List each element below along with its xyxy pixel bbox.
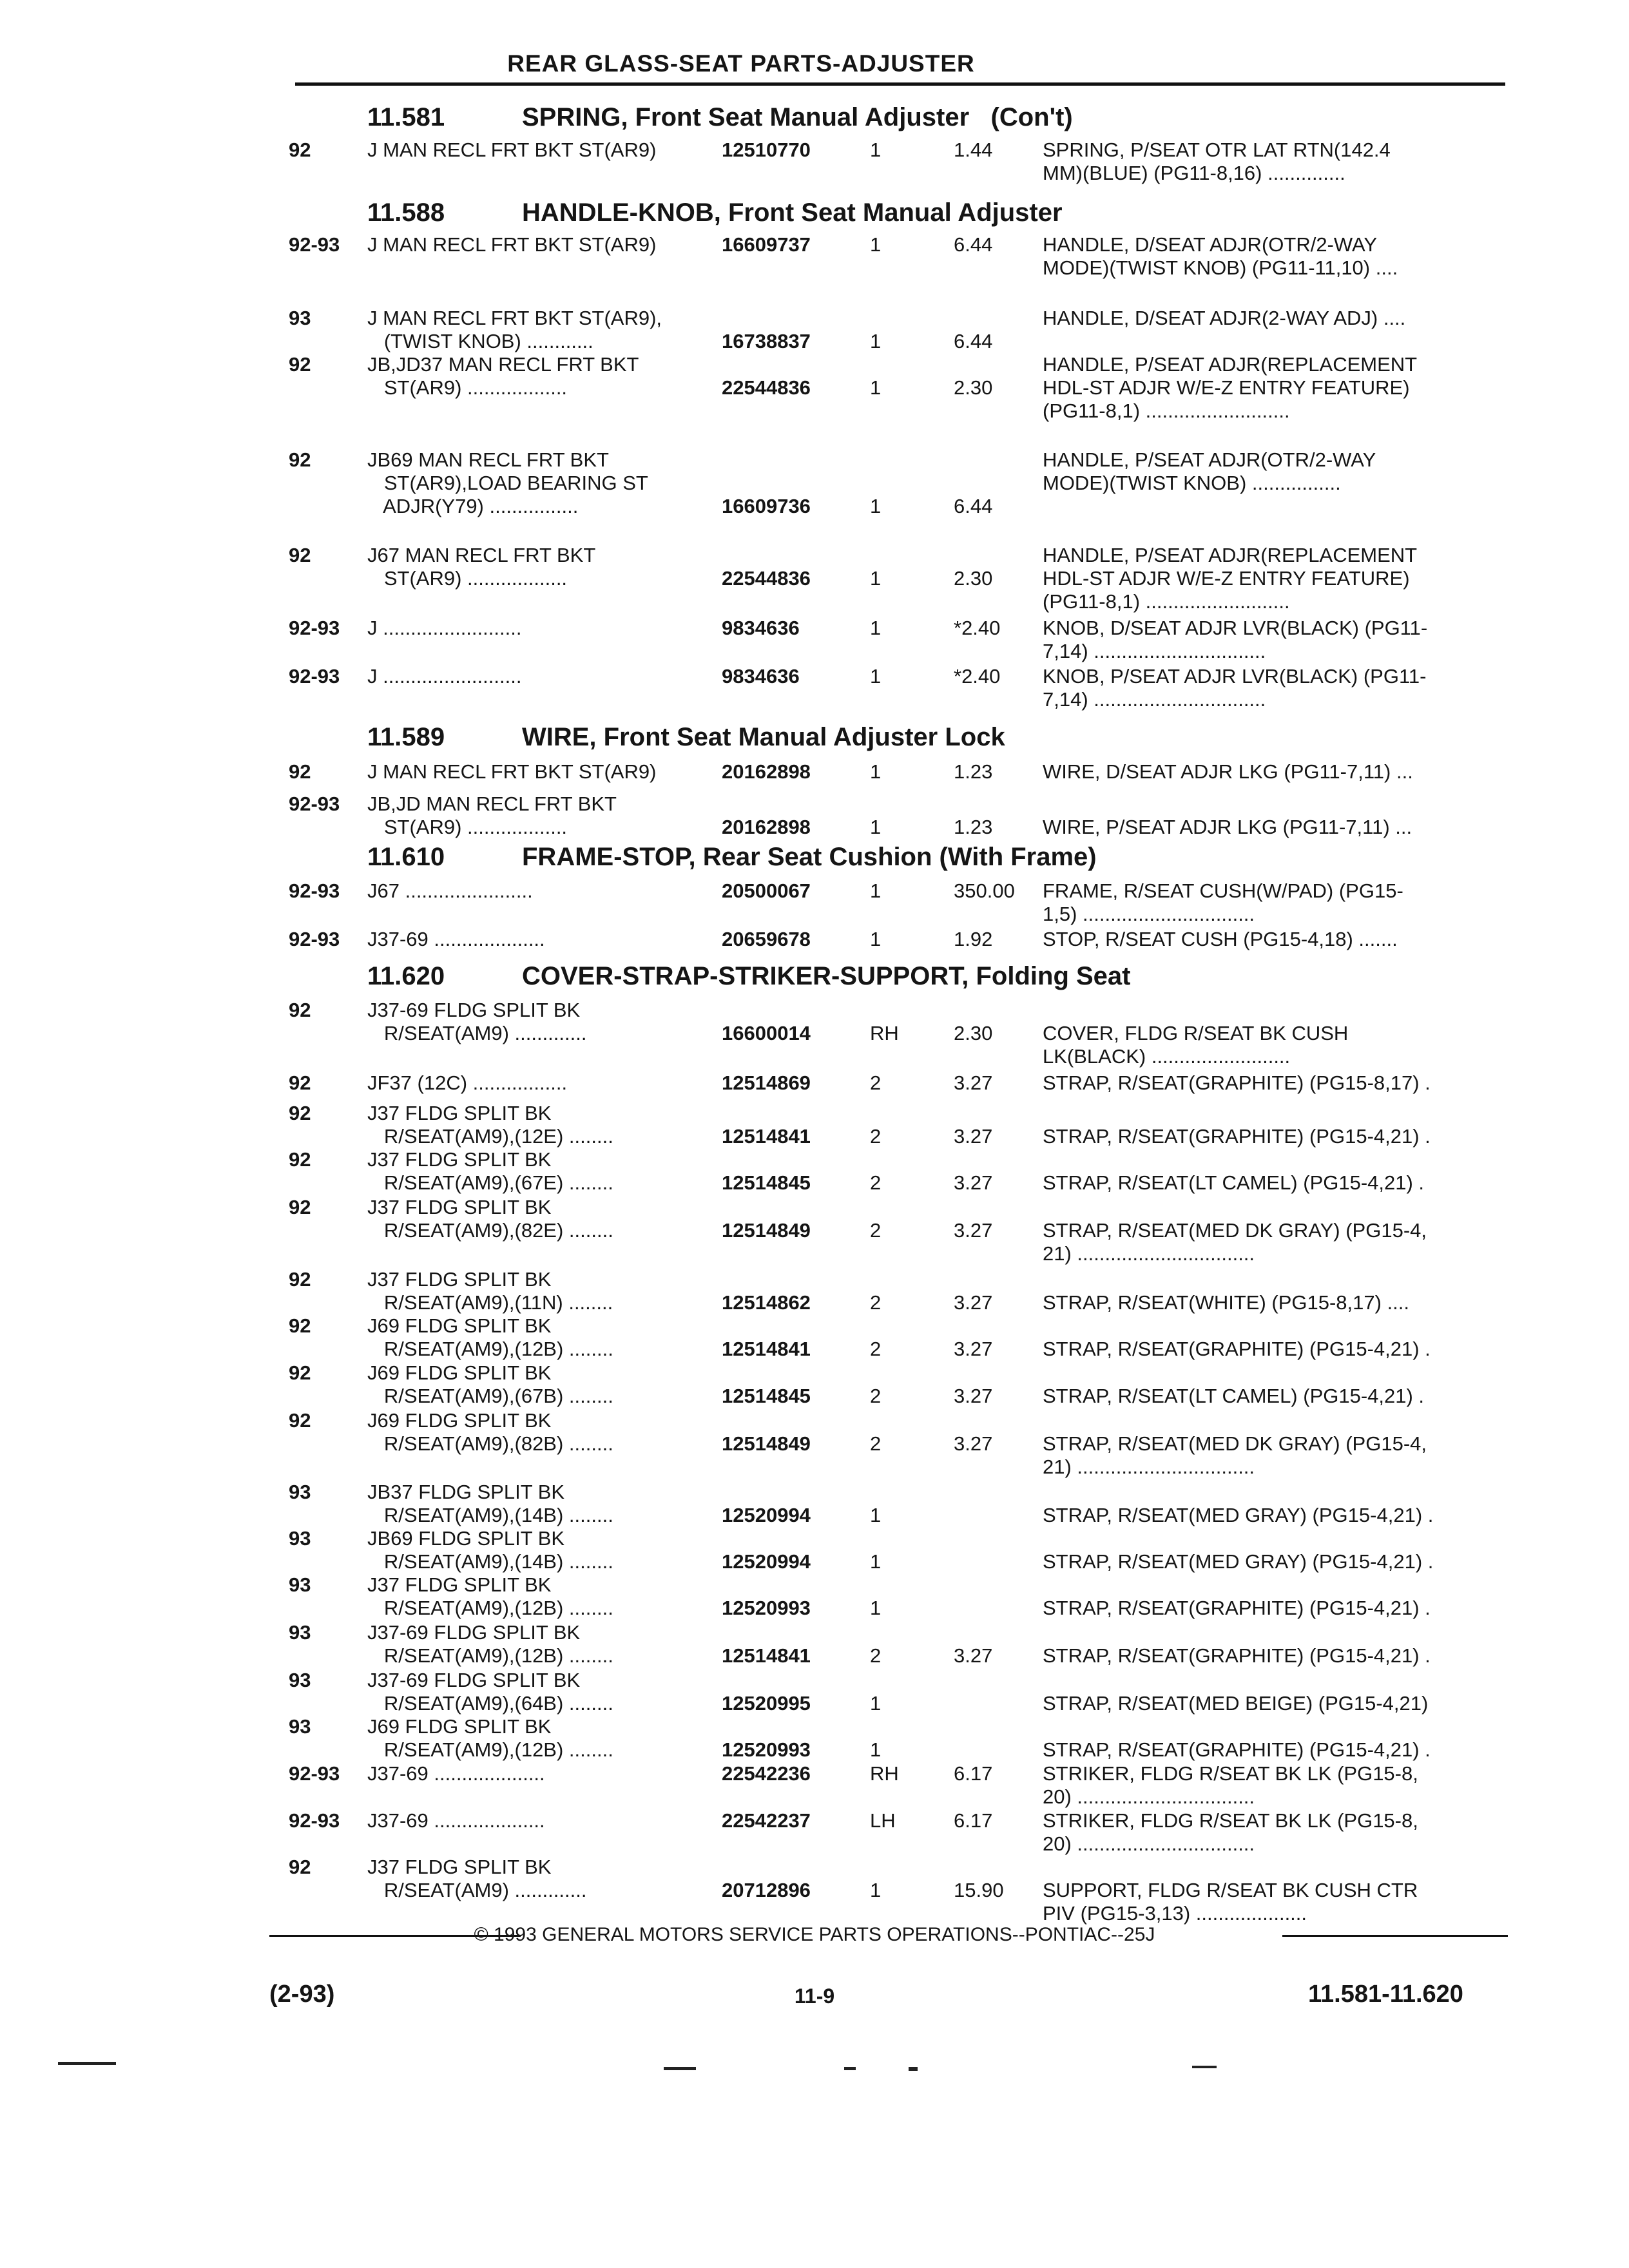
row-quantity: 2 [870, 1338, 882, 1360]
row-model: R/SEAT(AM9),(12B) ........ [367, 1338, 613, 1360]
row-model: J37 FLDG SPLIT BK [367, 1196, 552, 1218]
row-part-number: 12514841 [722, 1644, 811, 1667]
row-quantity: 1 [870, 495, 882, 517]
row-description: 20) ................................ [1043, 1832, 1255, 1855]
row-part-number: 20162898 [722, 816, 811, 838]
row-model: JF37 (12C) ................. [367, 1072, 568, 1094]
row-model: J37 FLDG SPLIT BK [367, 1102, 552, 1124]
row-model: J67 ....................... [367, 879, 533, 902]
row-description: HANDLE, P/SEAT ADJR(REPLACEMENT [1043, 544, 1418, 566]
row-part-number: 12514841 [722, 1125, 811, 1148]
row-part-number: 16600014 [722, 1022, 811, 1044]
row-part-number: 20500067 [722, 879, 811, 902]
scan-mark [58, 2062, 116, 2065]
row-model: R/SEAT(AM9),(64B) ........ [367, 1692, 613, 1715]
row-model: ADJR(Y79) ................ [367, 495, 579, 517]
row-description: STRAP, R/SEAT(GRAPHITE) (PG15-8,17) . [1043, 1072, 1431, 1094]
row-description: COVER, FLDG R/SEAT BK CUSH [1043, 1022, 1349, 1044]
row-quantity: 2 [870, 1219, 882, 1242]
row-description: STRAP, R/SEAT(GRAPHITE) (PG15-4,21) . [1043, 1644, 1431, 1667]
row-part-number: 12514862 [722, 1291, 811, 1314]
row-model: J69 FLDG SPLIT BK [367, 1409, 552, 1432]
row-year: 93 [289, 1527, 311, 1550]
row-model: ST(AR9) .................. [367, 567, 568, 590]
row-quantity: 1 [870, 1504, 882, 1526]
row-description: 21) ................................ [1043, 1456, 1255, 1478]
row-year: 92-93 [289, 928, 340, 950]
row-model: J67 MAN RECL FRT BKT [367, 544, 596, 566]
row-quantity: 1 [870, 233, 882, 256]
row-part-number: 20712896 [722, 1879, 811, 1901]
row-price: 1.92 [954, 928, 993, 950]
row-model: J37-69 FLDG SPLIT BK [367, 1621, 581, 1644]
row-part-number: 22544836 [722, 376, 811, 399]
row-part-number: 12510770 [722, 139, 811, 161]
row-description: HANDLE, D/SEAT ADJR(OTR/2-WAY [1043, 233, 1378, 256]
row-model: J37 FLDG SPLIT BK [367, 1573, 552, 1596]
row-year: 92 [289, 1148, 311, 1171]
row-description: STRAP, R/SEAT(GRAPHITE) (PG15-4,21) . [1043, 1738, 1431, 1761]
row-model: J MAN RECL FRT BKT ST(AR9) [367, 233, 657, 256]
row-price: 1.23 [954, 816, 993, 838]
row-price: 350.00 [954, 879, 1015, 902]
row-price: 6.44 [954, 495, 993, 517]
row-description: HDL-ST ADJR W/E-Z ENTRY FEATURE) [1043, 567, 1410, 590]
row-year: 92 [289, 1196, 311, 1218]
row-model: JB69 MAN RECL FRT BKT [367, 448, 609, 471]
row-model: J ......................... [367, 617, 522, 639]
row-description: SUPPORT, FLDG R/SEAT BK CUSH CTR [1043, 1879, 1418, 1901]
row-model: JB69 FLDG SPLIT BK [367, 1527, 565, 1550]
row-price: 15.90 [954, 1879, 1004, 1901]
row-year: 93 [289, 1669, 311, 1691]
row-description: PIV (PG15-3,13) .................... [1043, 1902, 1307, 1925]
row-quantity: RH [870, 1022, 899, 1044]
row-year: 92-93 [289, 1809, 340, 1832]
row-part-number: 22542237 [722, 1809, 811, 1832]
section-title: COVER-STRAP-STRIKER-SUPPORT, Folding Seat [522, 962, 1131, 990]
row-description: STRAP, R/SEAT(MED GRAY) (PG15-4,21) . [1043, 1504, 1434, 1526]
row-year: 93 [289, 1715, 311, 1738]
row-part-number: 12514869 [722, 1072, 811, 1094]
row-year: 92 [289, 353, 311, 376]
row-model: ST(AR9),LOAD BEARING ST [367, 472, 648, 494]
row-quantity: 1 [870, 1550, 882, 1573]
row-part-number: 12514849 [722, 1432, 811, 1455]
section-heading [367, 962, 1131, 991]
row-model: J37 FLDG SPLIT BK [367, 1856, 552, 1878]
row-description: MODE)(TWIST KNOB) ................ [1043, 472, 1341, 494]
row-model: R/SEAT(AM9),(82B) ........ [367, 1432, 613, 1455]
row-quantity: 1 [870, 376, 882, 399]
row-quantity: 2 [870, 1072, 882, 1094]
row-model: J37 FLDG SPLIT BK [367, 1268, 552, 1291]
row-description: STRAP, R/SEAT(LT CAMEL) (PG15-4,21) . [1043, 1385, 1425, 1407]
row-description: STRAP, R/SEAT(LT CAMEL) (PG15-4,21) . [1043, 1171, 1425, 1194]
row-price: 3.27 [954, 1432, 993, 1455]
row-description: (PG11-8,1) .......................... [1043, 590, 1290, 613]
row-year: 92 [289, 544, 311, 566]
row-description: STRIKER, FLDG R/SEAT BK LK (PG15-8, [1043, 1762, 1418, 1785]
row-part-number: 12514849 [722, 1219, 811, 1242]
section-number: 11.589 [367, 723, 445, 751]
row-model: R/SEAT(AM9),(11N) ........ [367, 1291, 613, 1314]
row-model: ST(AR9) .................. [367, 376, 568, 399]
row-part-number: 22544836 [722, 567, 811, 590]
row-quantity: 1 [870, 665, 882, 687]
row-price: 3.27 [954, 1125, 993, 1148]
row-model: R/SEAT(AM9),(12E) ........ [367, 1125, 613, 1148]
row-part-number: 12520994 [722, 1504, 811, 1526]
row-description: KNOB, P/SEAT ADJR LVR(BLACK) (PG11- [1043, 665, 1427, 687]
row-description: STRAP, R/SEAT(MED GRAY) (PG15-4,21) . [1043, 1550, 1434, 1573]
row-year: 92 [289, 760, 311, 783]
row-description: STOP, R/SEAT CUSH (PG15-4,18) ....... [1043, 928, 1398, 950]
row-price: 3.27 [954, 1291, 993, 1314]
row-price: 6.17 [954, 1762, 993, 1785]
row-model: J69 FLDG SPLIT BK [367, 1361, 552, 1384]
row-model: R/SEAT(AM9) ............. [367, 1022, 587, 1044]
row-quantity: 1 [870, 1738, 882, 1761]
row-description: (PG11-8,1) .......................... [1043, 399, 1290, 422]
row-model: J MAN RECL FRT BKT ST(AR9), [367, 307, 662, 329]
row-price: *2.40 [954, 665, 1001, 687]
footer-range: 11.581-11.620 [1308, 1981, 1463, 2008]
row-description: 1,5) ............................... [1043, 903, 1255, 925]
row-model: R/SEAT(AM9),(14B) ........ [367, 1550, 613, 1573]
row-model: JB37 FLDG SPLIT BK [367, 1481, 565, 1503]
row-year: 92 [289, 448, 311, 471]
row-model: ST(AR9) .................. [367, 816, 568, 838]
row-price: 3.27 [954, 1219, 993, 1242]
row-model: J MAN RECL FRT BKT ST(AR9) [367, 139, 657, 161]
row-description: STRAP, R/SEAT(GRAPHITE) (PG15-4,21) . [1043, 1125, 1431, 1148]
row-model: J37 FLDG SPLIT BK [367, 1148, 552, 1171]
row-quantity: 1 [870, 330, 882, 352]
row-price: *2.40 [954, 617, 1001, 639]
row-description: STRAP, R/SEAT(WHITE) (PG15-8,17) .... [1043, 1291, 1410, 1314]
section-heading [367, 723, 1005, 752]
row-part-number: 16609737 [722, 233, 811, 256]
row-model: J37-69 .................... [367, 1762, 545, 1785]
row-price: 2.30 [954, 376, 993, 399]
row-description: STRIKER, FLDG R/SEAT BK LK (PG15-8, [1043, 1809, 1418, 1832]
row-part-number: 16609736 [722, 495, 811, 517]
row-price: 3.27 [954, 1644, 993, 1667]
row-model: JB,JD MAN RECL FRT BKT [367, 793, 617, 815]
page-title: REAR GLASS-SEAT PARTS-ADJUSTER [507, 50, 975, 77]
header-rule [295, 82, 1505, 86]
row-model: JB,JD37 MAN RECL FRT BKT [367, 353, 639, 376]
row-description: 20) ................................ [1043, 1785, 1255, 1808]
section-title: WIRE, Front Seat Manual Adjuster Lock [522, 723, 1005, 751]
row-part-number: 9834636 [722, 665, 800, 687]
row-price: 3.27 [954, 1072, 993, 1094]
row-year: 92 [289, 1072, 311, 1094]
footer-page-number: 11-9 [794, 1984, 835, 2008]
scan-mark [844, 2067, 856, 2070]
row-part-number: 22542236 [722, 1762, 811, 1785]
section-suffix: (Con't) [969, 103, 1073, 131]
row-model: J69 FLDG SPLIT BK [367, 1314, 552, 1337]
section-number: 11.581 [367, 103, 445, 131]
row-price: 2.30 [954, 567, 993, 590]
row-description: HANDLE, P/SEAT ADJR(REPLACEMENT [1043, 353, 1418, 376]
row-part-number: 12514845 [722, 1385, 811, 1407]
row-part-number: 16738837 [722, 330, 811, 352]
row-quantity: 1 [870, 1879, 882, 1901]
row-year: 92 [289, 1102, 311, 1124]
row-quantity: 2 [870, 1644, 882, 1667]
row-price: 1.23 [954, 760, 993, 783]
footer-date-code: (2-93) [269, 1981, 335, 2008]
section-number: 11.620 [367, 962, 445, 990]
row-quantity: 1 [870, 567, 882, 590]
section-number: 11.588 [367, 198, 445, 227]
row-description: STRAP, R/SEAT(MED BEIGE) (PG15-4,21) [1043, 1692, 1429, 1715]
row-quantity: 1 [870, 760, 882, 783]
row-part-number: 12520994 [722, 1550, 811, 1573]
row-year: 92 [289, 1314, 311, 1337]
row-description: HANDLE, D/SEAT ADJR(2-WAY ADJ) .... [1043, 307, 1406, 329]
row-price: 6.44 [954, 330, 993, 352]
row-year: 93 [289, 1573, 311, 1596]
row-part-number: 20659678 [722, 928, 811, 950]
row-description: STRAP, R/SEAT(GRAPHITE) (PG15-4,21) . [1043, 1597, 1431, 1619]
row-model: R/SEAT(AM9),(12B) ........ [367, 1644, 613, 1667]
row-model: (TWIST KNOB) ............ [367, 330, 593, 352]
row-price: 3.27 [954, 1385, 993, 1407]
row-part-number: 12520993 [722, 1738, 811, 1761]
section-number: 11.610 [367, 843, 445, 871]
row-quantity: 2 [870, 1291, 882, 1314]
row-year: 93 [289, 307, 311, 329]
scan-mark [909, 2067, 918, 2071]
row-model: R/SEAT(AM9),(12B) ........ [367, 1738, 613, 1761]
row-price: 1.44 [954, 139, 993, 161]
row-year: 92 [289, 1856, 311, 1878]
row-year: 92 [289, 1361, 311, 1384]
row-quantity: 1 [870, 1597, 882, 1619]
row-model: R/SEAT(AM9),(67E) ........ [367, 1171, 613, 1194]
row-year: 92 [289, 1409, 311, 1432]
row-model: J37-69 FLDG SPLIT BK [367, 999, 581, 1021]
row-description: MODE)(TWIST KNOB) (PG11-11,10) .... [1043, 256, 1398, 279]
row-quantity: 2 [870, 1171, 882, 1194]
row-model: J ......................... [367, 665, 522, 687]
row-quantity: RH [870, 1762, 899, 1785]
row-quantity: 1 [870, 928, 882, 950]
row-description: SPRING, P/SEAT OTR LAT RTN(142.4 [1043, 139, 1391, 161]
scan-mark [1192, 2066, 1217, 2068]
row-model: R/SEAT(AM9),(82E) ........ [367, 1219, 613, 1242]
row-model: R/SEAT(AM9) ............. [367, 1879, 587, 1901]
row-quantity: 1 [870, 617, 882, 639]
row-description: MM)(BLUE) (PG11-8,16) .............. [1043, 162, 1345, 184]
row-part-number: 9834636 [722, 617, 800, 639]
row-year: 93 [289, 1481, 311, 1503]
footer-copyright: © 1993 GENERAL MOTORS SERVICE PARTS OPERATIONS--PONTIAC--25J [474, 1924, 1155, 1945]
row-quantity: 1 [870, 1692, 882, 1715]
row-part-number: 12520993 [722, 1597, 811, 1619]
row-part-number: 12520995 [722, 1692, 811, 1715]
row-description: LK(BLACK) ......................... [1043, 1045, 1291, 1068]
scan-mark [664, 2067, 696, 2070]
row-year: 92-93 [289, 233, 340, 256]
row-part-number: 12514841 [722, 1338, 811, 1360]
row-description: 21) ................................ [1043, 1242, 1255, 1265]
row-price: 2.30 [954, 1022, 993, 1044]
section-heading [367, 103, 1073, 132]
row-model: J37-69 .................... [367, 1809, 545, 1832]
row-model: J37-69 .................... [367, 928, 545, 950]
row-model: R/SEAT(AM9),(14B) ........ [367, 1504, 613, 1526]
row-quantity: 2 [870, 1432, 882, 1455]
row-year: 92-93 [289, 793, 340, 815]
row-quantity: 2 [870, 1125, 882, 1148]
row-description: WIRE, D/SEAT ADJR LKG (PG11-7,11) ... [1043, 760, 1413, 783]
row-description: STRAP, R/SEAT(MED DK GRAY) (PG15-4, [1043, 1219, 1427, 1242]
row-quantity: LH [870, 1809, 896, 1832]
row-year: 92 [289, 139, 311, 161]
section-heading [367, 843, 1097, 872]
section-heading [367, 198, 1063, 227]
row-part-number: 12514845 [722, 1171, 811, 1194]
row-part-number: 20162898 [722, 760, 811, 783]
row-quantity: 2 [870, 1385, 882, 1407]
row-model: J MAN RECL FRT BKT ST(AR9) [367, 760, 657, 783]
row-model: R/SEAT(AM9),(12B) ........ [367, 1597, 613, 1619]
row-year: 92 [289, 999, 311, 1021]
row-quantity: 1 [870, 139, 882, 161]
row-year: 93 [289, 1621, 311, 1644]
row-model: J37-69 FLDG SPLIT BK [367, 1669, 581, 1691]
row-price: 6.44 [954, 233, 993, 256]
section-title: SPRING, Front Seat Manual Adjuster [522, 103, 970, 131]
row-model: J69 FLDG SPLIT BK [367, 1715, 552, 1738]
row-quantity: 1 [870, 879, 882, 902]
row-price: 3.27 [954, 1338, 993, 1360]
row-model: R/SEAT(AM9),(67B) ........ [367, 1385, 613, 1407]
row-description: KNOB, D/SEAT ADJR LVR(BLACK) (PG11- [1043, 617, 1428, 639]
row-description: WIRE, P/SEAT ADJR LKG (PG11-7,11) ... [1043, 816, 1412, 838]
row-description: 7,14) ............................... [1043, 640, 1266, 662]
row-description: HANDLE, P/SEAT ADJR(OTR/2-WAY [1043, 448, 1376, 471]
row-description: FRAME, R/SEAT CUSH(W/PAD) (PG15- [1043, 879, 1403, 902]
row-quantity: 1 [870, 816, 882, 838]
row-year: 92-93 [289, 879, 340, 902]
row-price: 6.17 [954, 1809, 993, 1832]
row-year: 92-93 [289, 1762, 340, 1785]
row-price: 3.27 [954, 1171, 993, 1194]
row-year: 92 [289, 1268, 311, 1291]
row-year: 92-93 [289, 617, 340, 639]
row-description: STRAP, R/SEAT(MED DK GRAY) (PG15-4, [1043, 1432, 1427, 1455]
row-description: HDL-ST ADJR W/E-Z ENTRY FEATURE) [1043, 376, 1410, 399]
section-title: HANDLE-KNOB, Front Seat Manual Adjuster [522, 198, 1063, 227]
row-description: STRAP, R/SEAT(GRAPHITE) (PG15-4,21) . [1043, 1338, 1431, 1360]
section-title: FRAME-STOP, Rear Seat Cushion (With Frame) [522, 843, 1097, 871]
row-description: 7,14) ............................... [1043, 688, 1266, 711]
row-year: 92-93 [289, 665, 340, 687]
